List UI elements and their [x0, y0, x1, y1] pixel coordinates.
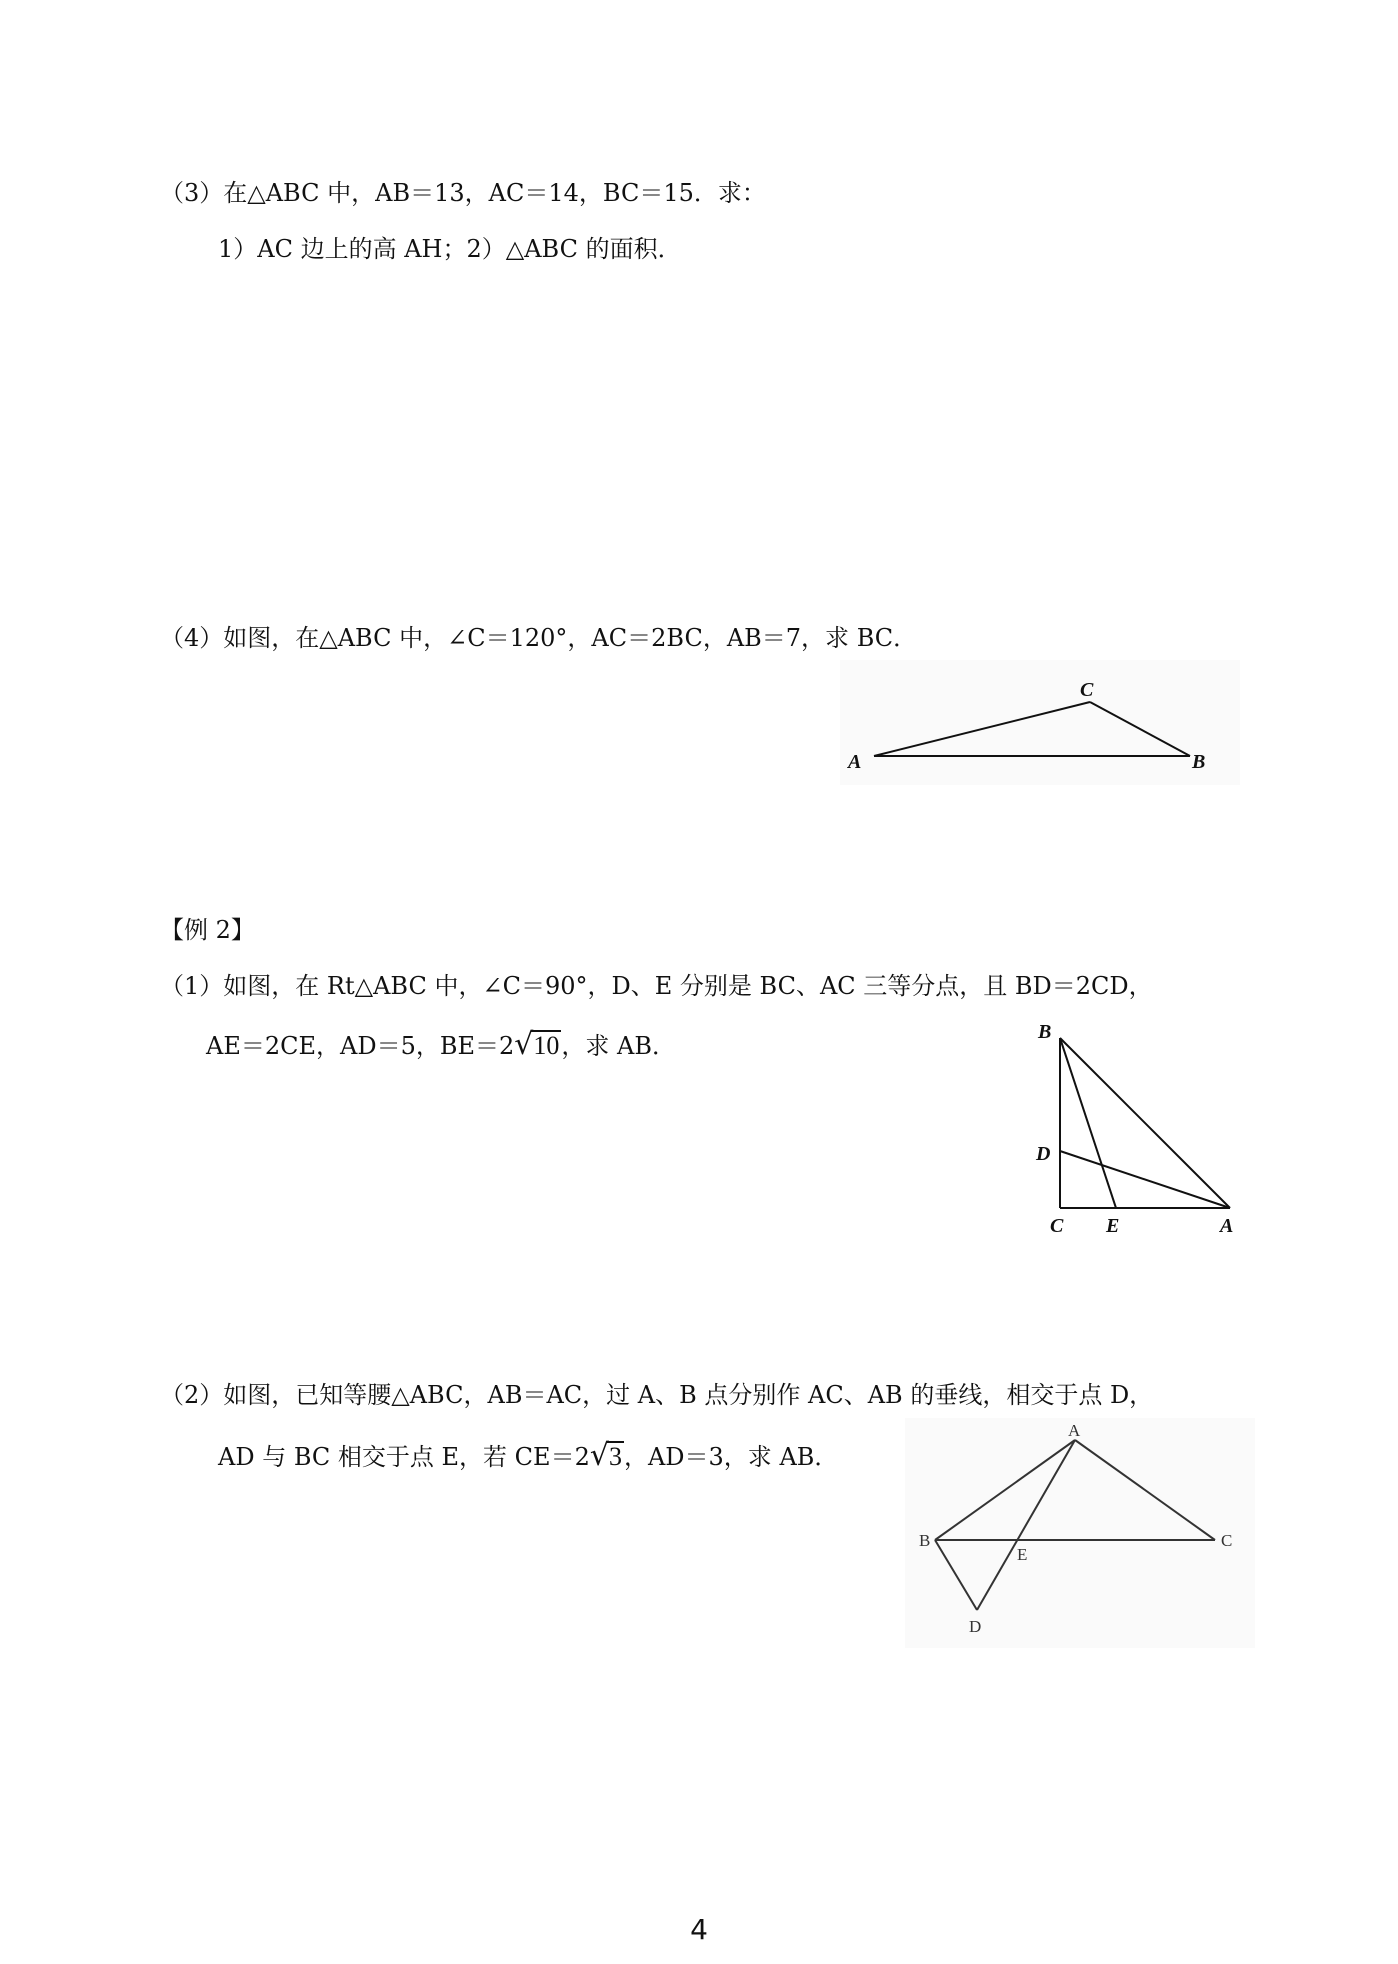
radicand-3: 3 [608, 1442, 622, 1471]
example-2-2-text-pre: AD 与 BC 相交于点 E，若 CE＝2 [218, 1443, 590, 1471]
example-2-1-line-1: （1）如图，在 Rt△ABC 中，∠C＝90°，D、E 分别是 BC、AC 三等分点，且 BD＝2CD， [160, 972, 1153, 1000]
radical-sign: √ [514, 1027, 534, 1062]
example-2-1-text-pre: AE＝2CE，AD＝5，BE＝2 [206, 1032, 515, 1060]
vertex-label-c: C [1050, 1215, 1064, 1237]
vertex-label-e: E [1017, 1545, 1028, 1564]
example-2-1-line-2 [206, 1028, 676, 1063]
vertex-label-a: A [1068, 1421, 1081, 1440]
radical-sign: √ [589, 1438, 609, 1473]
problem-3-line-1: （3）在△ABC 中，AB＝13，AC＝14，BC＝15．求： [160, 179, 766, 207]
vertex-label-a: A [848, 751, 862, 773]
example-2-2-line-2 [218, 1439, 838, 1474]
right-triangle-figure [1018, 1018, 1248, 1243]
example-2-2-line-1: （2）如图，已知等腰△ABC，AB＝AC，过 A、B 点分别作 AC、AB 的垂线，相交于点 D， [160, 1381, 1154, 1409]
vertex-label-d: D [969, 1617, 982, 1636]
sqrt-3 [590, 1439, 624, 1474]
example-2-2-text-post: ，AD＝3，求 AB． [623, 1443, 839, 1471]
vertex-label-e: E [1106, 1215, 1120, 1237]
example-2-title: 【例 2】 [160, 916, 255, 944]
radicand-10: 10 [533, 1031, 560, 1060]
vertex-label-a: A [1220, 1215, 1234, 1237]
vertex-label-d: D [1036, 1143, 1051, 1165]
vertex-label-b: B [919, 1531, 931, 1550]
isosceles-triangle-figure [905, 1418, 1255, 1648]
vertex-label-b: B [1192, 751, 1206, 773]
vertex-label-b: B [1038, 1021, 1052, 1043]
problem-4-line-1: （4）如图，在△ABC 中，∠C＝120°，AC＝2BC，AB＝7，求 BC． [160, 624, 918, 652]
vertex-label-c: C [1221, 1531, 1233, 1550]
problem-3-line-2: 1）AC 边上的高 AH；2）△ABC 的面积． [218, 235, 682, 263]
triangle-figure-1 [840, 660, 1240, 785]
page-number: 4 [690, 1913, 708, 1946]
vertex-label-c: C [1080, 679, 1094, 701]
example-2-1-text-post: ，求 AB． [561, 1032, 677, 1060]
sqrt-10 [514, 1028, 561, 1063]
